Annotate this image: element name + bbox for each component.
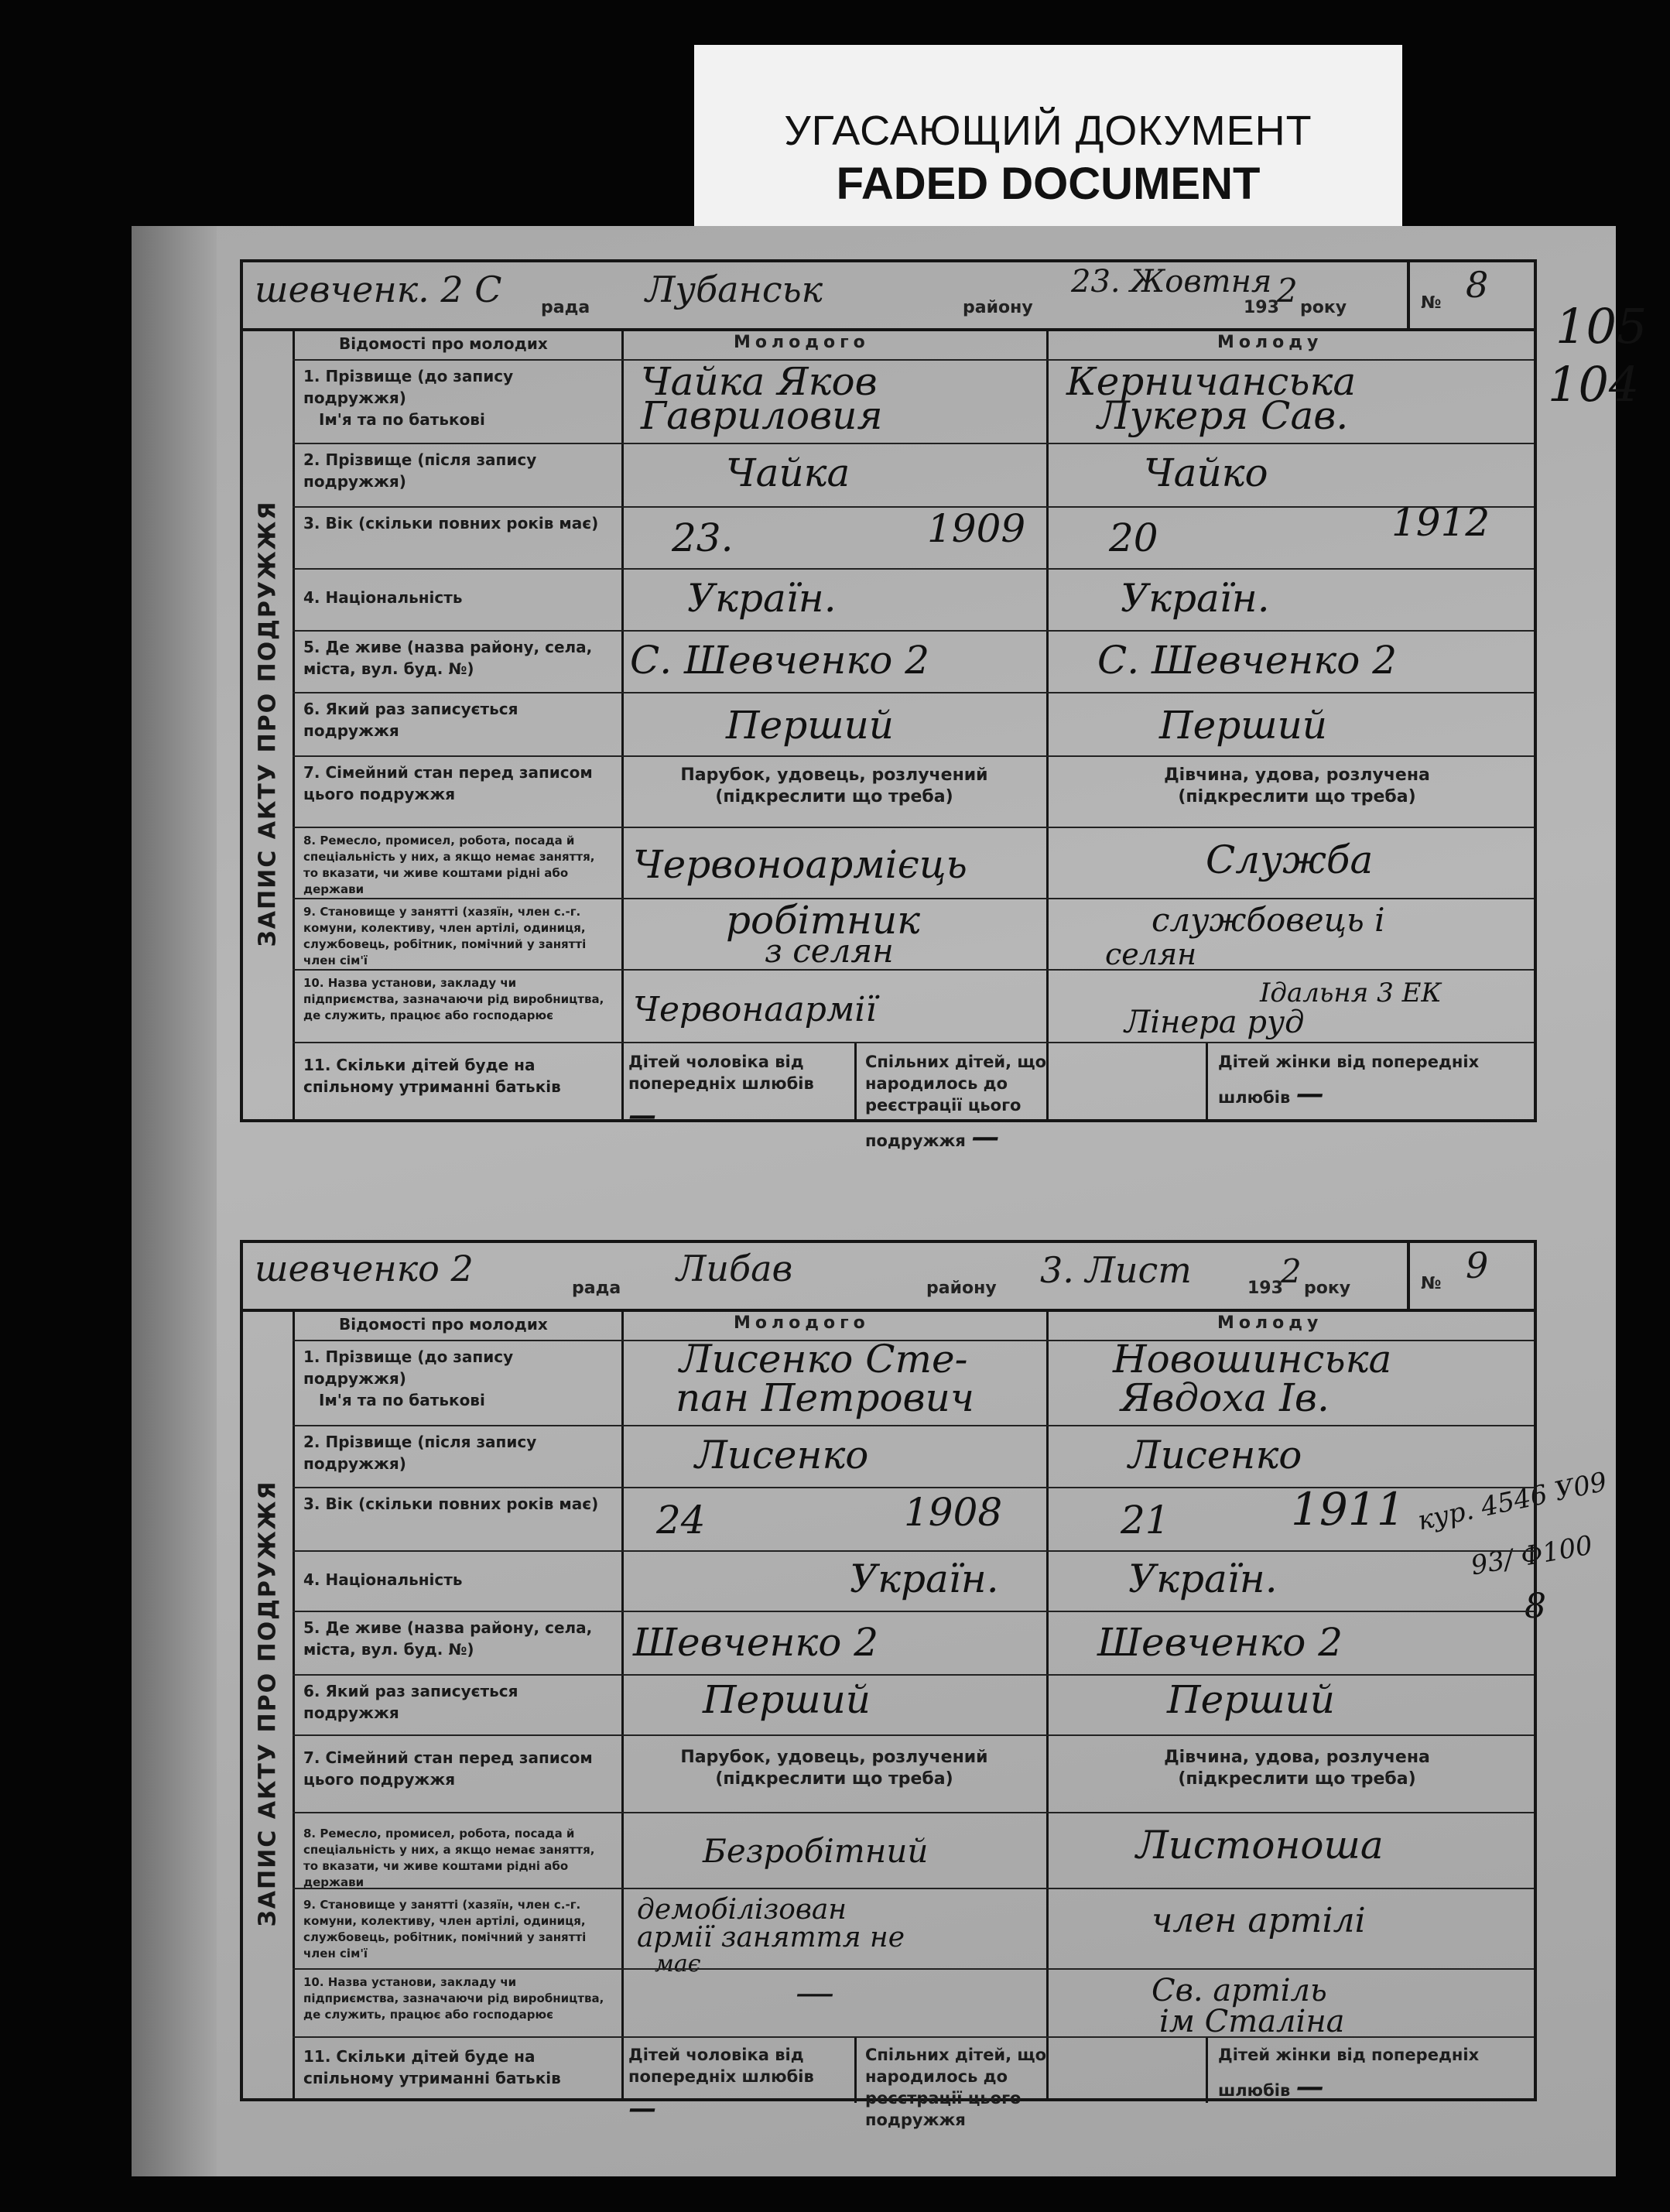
row-nationality	[293, 1550, 1534, 1612]
bride-surname-after: Лисенко	[1128, 1433, 1302, 1478]
label-age: 3. Вік (скільки повних років має)	[303, 1495, 599, 1513]
rada-handwriting: шевченк. 2 С	[255, 269, 502, 310]
number-label: №	[1421, 293, 1442, 313]
groom-age: 24	[656, 1498, 706, 1543]
row-surname-before	[293, 1337, 1534, 1426]
children-groom-prev: Дітей чоловіка від попередніх шлюбів —	[628, 1053, 814, 1132]
label-age: 3. Вік (скільки повних років має)	[303, 514, 599, 532]
row-marital-status	[293, 755, 1534, 828]
bride-residence: С. Шевченко 2	[1097, 638, 1398, 683]
label-marital-status: 7. Сімейний стан перед записом цього подружжя	[303, 763, 593, 803]
row-children	[293, 2036, 1534, 2129]
year-prefix: 193	[1247, 1279, 1283, 1298]
margin-note-1: кур. 4546 У09	[1415, 1466, 1610, 1537]
bride-occupation: Служба	[1206, 837, 1374, 882]
year-prefix: 193	[1244, 298, 1279, 317]
margin-note-3: 8	[1525, 1587, 1546, 1626]
record-header	[243, 1243, 1534, 1312]
children-bride-prev: Дітей жінки від попередніх шлюбів —	[1218, 2046, 1480, 2103]
label-marital-status: 7. Сімейний стан перед записом цього подружжя	[303, 1748, 593, 1789]
bride-position: член артілі	[1152, 1901, 1366, 1940]
groom-position-2: з селян	[765, 932, 894, 970]
groom-occupation: Червоноармієць	[633, 842, 967, 887]
groom-nationality: Україн.	[850, 1556, 999, 1601]
bride-workplace-2: ім Сталіна	[1159, 2004, 1345, 2039]
children-common: Спільних дітей, що народилось до реєстрації цього подружжя —	[865, 1053, 1047, 1153]
label-workplace: 10. Назва установи, закладу чи підприємства, зазначаючи рід виробництва, де служить, працює або господарює	[303, 1975, 604, 2022]
groom-marriage-count: Перший	[726, 703, 894, 748]
bride-age: 20	[1109, 515, 1158, 560]
record-number: 9	[1466, 1245, 1489, 1286]
children-bride-prev: Дітей жінки від попередніх шлюбів —	[1218, 1053, 1480, 1110]
column-headers-row	[293, 1309, 1534, 1340]
row-surname-after	[293, 443, 1534, 508]
rada-label: рада	[572, 1279, 621, 1298]
margin-number-second: 104	[1548, 356, 1640, 413]
label-surname-after: 2. Прізвище (після запису подружжя)	[303, 450, 537, 491]
row-position	[293, 898, 1534, 971]
groom-birth-year: 1908	[904, 1490, 1003, 1535]
margin-note-2: 93/ Ф100	[1468, 1529, 1595, 1582]
bride-surname-after: Чайко	[1144, 450, 1268, 495]
rada-handwriting: шевченко 2	[255, 1248, 474, 1289]
rayon-label: району	[926, 1279, 997, 1298]
label-position: 9. Становище у занятті (хазяїн, член с.-г. комуни, колективу, член артілі, одиниця, службовець, робітник, помічний у занятті член сім'ї	[303, 1898, 587, 1960]
bride-marriage-count: Перший	[1167, 1677, 1335, 1722]
groom-position-2: армії заняття не	[637, 1922, 905, 1953]
bride-name-patronymic: Явдоха Ів.	[1121, 1375, 1329, 1420]
bride-birth-year: 1912	[1391, 500, 1490, 545]
bride-name-patronymic: Лукеря Сав.	[1097, 393, 1349, 438]
groom-marriage-count: Перший	[703, 1677, 871, 1722]
record-sidebar	[243, 1309, 295, 2098]
date-handwriting: 3. Лист	[1040, 1249, 1192, 1291]
row-age	[293, 500, 1534, 570]
row-marriage-count	[293, 1674, 1534, 1736]
groom-position: робітник	[726, 898, 921, 943]
bride-nationality: Україн.	[1128, 1556, 1278, 1601]
bride-status-options: Дівчина, удова, розлучена (підкреслити що треба)	[1164, 1748, 1430, 1789]
groom-workplace: Червонаармії	[633, 990, 877, 1029]
row-residence	[293, 1611, 1534, 1676]
bride-age: 21	[1121, 1498, 1170, 1543]
label-surname-before: 1. Прізвище (до запису подружжя) Ім'я та по батькові	[303, 1347, 514, 1409]
groom-surname-name: Лисенко Сте-	[679, 1337, 968, 1382]
groom-surname-after: Чайка	[726, 450, 850, 495]
groom-age: 23.	[672, 515, 734, 560]
bride-surname-before: Новошинська	[1113, 1337, 1392, 1382]
children-common: Спільних дітей, що народилось до реєстрації цього подружжя	[865, 2046, 1047, 2129]
row-surname-after	[293, 1425, 1534, 1488]
groom-workplace: —	[796, 1970, 834, 2015]
bride-birth-year: 1911	[1291, 1483, 1405, 1536]
bride-workplace-2: Лінера руд	[1124, 1005, 1305, 1040]
label-occupation: 8. Ремесло, промисел, робота, посада й спеціальність у них, а якщо немає заняття, то вказати, чи живе коштами рідні або держави	[303, 834, 595, 896]
record-number-box	[1407, 262, 1534, 328]
marriage-record-2	[240, 1240, 1537, 2129]
row-occupation	[293, 1812, 1534, 1889]
sidebar-title: ЗАПИС АКТУ ПРО ПОДРУЖЖЯ	[254, 500, 282, 947]
row-position	[293, 1888, 1534, 1977]
row-marriage-count	[293, 692, 1534, 757]
groom-status-options: Парубок, удовець, розлучений (підкреслити що треба)	[680, 1748, 988, 1789]
date-handwriting: 23. Жовтня	[1071, 264, 1272, 300]
record-number: 8	[1466, 264, 1489, 306]
label-workplace: 10. Назва установи, закладу чи підприємства, зазначаючи рід виробництва, де служить, працює або господарює	[303, 976, 604, 1022]
groom-surname-after: Лисенко	[695, 1433, 869, 1478]
bride-nationality: Україн.	[1121, 576, 1270, 621]
row-marital-status	[293, 1734, 1534, 1813]
bride-marriage-count: Перший	[1159, 703, 1327, 748]
bride-header: Молоду	[1217, 333, 1323, 352]
row-surname-before	[293, 359, 1534, 444]
row-workplace	[293, 969, 1534, 1043]
banner-russian: УГАСАЮЩИЙ ДОКУМЕНТ	[784, 108, 1312, 154]
rayon-label: району	[963, 298, 1033, 317]
label-nationality: 4. Національність	[303, 1570, 463, 1589]
row-occupation	[293, 827, 1534, 899]
label-surname-before: 1. Прізвище (до запису подружжя) Ім'я та по батькові	[303, 367, 514, 429]
year-label: року	[1304, 1279, 1351, 1298]
groom-header: Молодого	[734, 333, 870, 352]
info-header: Відомості про молодих	[339, 1315, 548, 1334]
children-groom-prev: Дітей чоловіка від попередніх шлюбів —	[628, 2046, 814, 2125]
groom-nationality: Україн.	[687, 576, 837, 621]
groom-birth-year: 1909	[927, 506, 1026, 551]
column-headers-row	[293, 328, 1534, 359]
rada-label: рада	[541, 298, 590, 317]
year-handwriting: 2	[1281, 1252, 1302, 1290]
year-label: року	[1300, 298, 1347, 317]
row-age	[293, 1483, 1534, 1552]
faded-document-banner	[694, 45, 1402, 235]
record-sidebar	[243, 328, 295, 1119]
banner-english: FADED DOCUMENT	[836, 159, 1261, 209]
groom-header: Молодого	[734, 1313, 870, 1333]
sidebar-title: ЗАПИС АКТУ ПРО ПОДРУЖЖЯ	[254, 1480, 282, 1927]
label-occupation: 8. Ремесло, промисел, робота, посада й спеціальність у них, а якщо немає заняття, то вказати, чи живе коштами рідні або держави	[303, 1827, 595, 1889]
groom-patronymic: пан Петрович	[676, 1375, 974, 1420]
rayon-handwriting: Лубанськ	[645, 269, 823, 310]
label-surname-after: 2. Прізвище (після запису подружжя)	[303, 1433, 537, 1473]
record-number-box	[1407, 1243, 1534, 1309]
bride-workplace: Св. артіль	[1152, 1973, 1327, 2008]
bride-residence: Шевченко 2	[1097, 1620, 1343, 1665]
number-label: №	[1421, 1274, 1442, 1293]
label-nationality: 4. Національність	[303, 588, 463, 607]
label-position: 9. Становище у занятті (хазяїн, член с.-г. комуни, колективу, член артілі, одиниця, службовець, робітник, помічний у занятті член сім'ї	[303, 905, 587, 967]
groom-residence: Шевченко 2	[633, 1620, 879, 1665]
row-nationality	[293, 568, 1534, 632]
label-marriage-count: 6. Який раз записується подружжя	[303, 700, 518, 740]
margin-number-top: 105	[1555, 298, 1648, 354]
info-header: Відомості про молодих	[339, 334, 548, 353]
groom-occupation: Безробітний	[703, 1832, 929, 1870]
row-workplace	[293, 1968, 1534, 2038]
groom-surname-name: Чайка Яков	[641, 359, 878, 404]
bride-header: Молоду	[1217, 1313, 1323, 1333]
label-residence: 5. Де живе (назва району, села, міста, вул. буд. №)	[303, 1618, 593, 1659]
groom-status-options: Парубок, удовець, розлучений (підкреслити що треба)	[680, 765, 988, 806]
bride-surname-before: Керничанська	[1066, 359, 1357, 404]
bride-position: службовець і	[1152, 901, 1385, 939]
bride-position-2: селян	[1105, 937, 1197, 971]
groom-residence: С. Шевченко 2	[630, 638, 930, 683]
bride-occupation: Листоноша	[1136, 1823, 1384, 1868]
groom-patronymic: Гавриловия	[641, 393, 883, 438]
label-residence: 5. Де живе (назва району, села, міста, вул. буд. №)	[303, 638, 593, 678]
marriage-record-1	[240, 259, 1537, 1153]
bride-status-options: Дівчина, удова, розлучена (підкреслити що треба)	[1164, 765, 1430, 806]
row-children	[293, 1042, 1534, 1153]
record-header	[243, 262, 1534, 331]
bride-workplace: Ідальня 3 ЕК	[1260, 978, 1442, 1008]
groom-position: демобілізован	[637, 1894, 847, 1926]
groom-position-3: має	[655, 1950, 701, 1977]
year-handwriting: 2	[1277, 272, 1298, 310]
label-children: 11. Скільки дітей буде на спільному утриманні батьків	[303, 2047, 561, 2087]
label-marriage-count: 6. Який раз записується подружжя	[303, 1682, 518, 1722]
row-residence	[293, 630, 1534, 693]
rayon-handwriting: Либав	[676, 1248, 793, 1289]
label-children: 11. Скільки дітей буде на спільному утриманні батьків	[303, 1056, 561, 1096]
